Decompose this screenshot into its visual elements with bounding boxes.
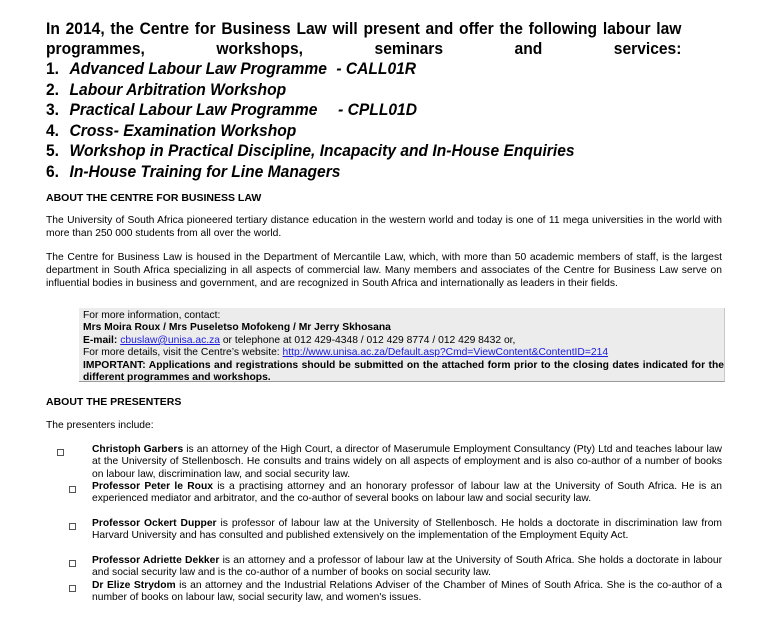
website-link[interactable]: http://www.unisa.ac.za/Default.asp?Cmd=ViewContent&ContentID=214	[282, 347, 609, 359]
bullet-icon	[69, 585, 76, 592]
bullet-icon	[69, 560, 76, 567]
programme-item	[46, 121, 575, 142]
programme-name: Practical Labour Law Programme	[69, 100, 318, 120]
programme-name: Labour Arbitration Workshop	[69, 79, 287, 99]
programme-item	[46, 100, 575, 121]
programme-number: 6.	[46, 161, 60, 181]
programme-name: Cross- Examination Workshop	[69, 120, 297, 140]
presenter-name: Professor Peter le Roux	[92, 481, 213, 492]
bullet-icon	[69, 523, 76, 530]
presenter-item	[92, 518, 722, 543]
programme-number: 3.	[46, 100, 60, 120]
contact-email-line	[83, 335, 724, 347]
contact-intro: For more information, contact:	[83, 310, 221, 321]
presenter-name: Professor Adriette Dekker	[92, 555, 220, 566]
about-centre-paragraph-2: The Centre for Business Law is housed in the Department of Mercantile Law, which, with more than 50 academic members of staff, is the largest department in South Africa specializing in all aspects of commercial law. Many members and associates of the Centre for Business Law serve on influential bodies in business and government, and are recognized in South Africa and internationally as leaders in their fields.	[46, 252, 722, 289]
bullet-icon	[69, 486, 76, 493]
presenter-item	[92, 555, 722, 580]
programme-item	[46, 59, 575, 80]
presenter-bio: is an attorney of the High Court, a director of Maserumule Employment Consultancy (Pty) Ltd and teaches labour law at the University of Stellenbosch. He consults and trains widely on all aspects of employment and is also co-author of a number of books on labour law, discrimination law, and social security law.	[92, 444, 722, 480]
bullet-icon	[57, 449, 64, 456]
email-link[interactable]: cbuslaw@unisa.ac.za	[120, 334, 220, 346]
presenter-bio: is a practising attorney and an honorary professor of labour law at the University of South Africa. He is an experienced mediator and arbitrator, and the co-author of several books on labour law and social security law.	[92, 481, 722, 505]
about-presenters-heading: ABOUT THE PRESENTERS	[46, 396, 182, 408]
programme-name: In-House Training for Line Managers	[69, 161, 341, 181]
programme-number: 2.	[46, 79, 60, 99]
intro-heading: In 2014, the Centre for Business Law will present and offer the following labour law programmes, workshops, seminars and services:	[46, 19, 682, 58]
programme-number: 5.	[46, 141, 60, 161]
contact-box	[79, 308, 725, 382]
presenter-item	[92, 444, 722, 481]
important-notice: IMPORTANT: Applications and registrations should be submitted on the attached form prior to the closing dates indicated for the different programmes and workshops.	[83, 359, 724, 384]
programme-number: 1.	[46, 59, 60, 78]
website-text: For more details, visit the Centre’s website:	[83, 347, 283, 359]
programme-name: Advanced Labour Law Programme	[69, 59, 327, 78]
programme-list	[46, 59, 575, 183]
contact-names: Mrs Moira Roux / Mrs Puseletso Mofokeng / Mr Jerry Skhosana	[83, 322, 391, 334]
presenter-name: Dr Elize Strydom	[92, 580, 176, 591]
presenter-name: Christoph Garbers	[92, 444, 184, 455]
about-centre-paragraph-1: The University of South Africa pioneered tertiary distance education in the western world and today is one of 11 mega universities in the world with more than 250 000 students from all over the world.	[46, 215, 722, 239]
presenter-bio: is an attorney and a professor of labour law at the University of South Africa. She holds a doctorate in labour and social security law and is the co-author of a number of books on social security law.	[92, 555, 722, 579]
email-label: E-mail:	[83, 334, 118, 346]
presenter-name: Professor Ockert Dupper	[92, 518, 217, 529]
programme-item	[46, 80, 575, 101]
presenter-bio: is an attorney and the Industrial Relations Adviser of the Chamber of Mines of South Africa. She is the co-author of a number of books on labour law, social security law, and women's issues.	[92, 580, 722, 604]
phone-text: or telephone at 012 429-4348 / 012 429 8774 / 012 429 8432 or,	[219, 334, 516, 346]
programme-name: Workshop in Practical Discipline, Incapacity and In-House Enquiries	[69, 141, 575, 161]
about-centre-heading: ABOUT THE CENTRE FOR BUSINESS LAW	[46, 192, 262, 204]
programme-code: - CALL01R	[336, 59, 417, 78]
presenter-item	[92, 481, 722, 506]
programme-item	[46, 162, 575, 183]
presenter-bio: is professor of labour law at the University of Stellenbosch. He holds a doctorate in discrimination law from Harvard University and has consulted and published extensively on the implementation of the Employment Equity Act.	[92, 518, 723, 542]
presenters-intro: The presenters include:	[46, 420, 154, 431]
presenter-item	[92, 580, 722, 605]
programme-code: - CPLL01D	[338, 100, 417, 120]
contact-website-line	[83, 347, 724, 359]
programme-number: 4.	[46, 120, 60, 140]
programme-item	[46, 141, 575, 162]
